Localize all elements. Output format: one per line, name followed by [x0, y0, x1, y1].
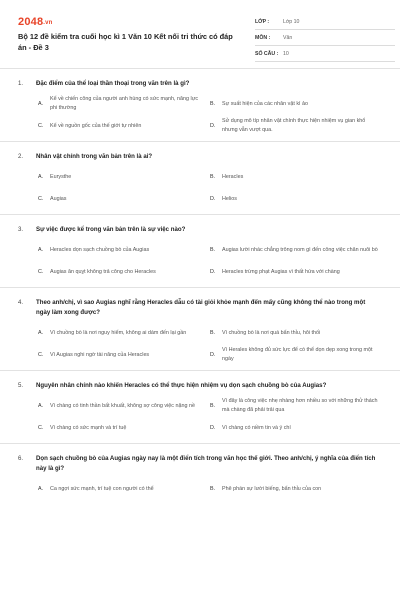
option-text: Vì chàng có niềm tin và ý chí [222, 424, 291, 431]
option-letter: B. [210, 329, 216, 336]
question-text [18, 69, 380, 89]
question-item [0, 370, 400, 443]
question-item [0, 287, 400, 370]
option-letter: D. [210, 122, 216, 129]
answer-options [18, 162, 380, 214]
question-item [0, 214, 400, 287]
question-body: Đặc điểm của thể loại thần thoại trong văn trên là gì? [36, 80, 190, 87]
option-text: Vì Augias nghi ngờ tài năng của Heracles [50, 351, 150, 358]
option-letter: B. [210, 173, 216, 180]
site-logo[interactable] [18, 16, 53, 28]
option-text: Augias lười nhác chẳng trông nom gì đến công việc chăn nuôi bò [222, 246, 378, 253]
answer-option[interactable] [210, 93, 388, 115]
question-list [0, 68, 400, 504]
answer-option[interactable] [38, 417, 206, 439]
option-text: Vì chàng có tinh thần bất khuất, không sợ công việc nặng nề [50, 402, 195, 409]
question-body: Sự việc được kể trong văn bản trên là sự việc nào? [36, 226, 186, 233]
question-body: Nguyên nhân chính nào khiến Heracles có thể thực hiện nhiệm vụ dọn sạch chuồng bò của Augias? [36, 382, 327, 389]
answer-option[interactable] [210, 188, 388, 210]
option-letter: C. [38, 195, 44, 202]
answer-option[interactable] [210, 261, 388, 283]
question-number: 3. [18, 226, 24, 233]
question-text [18, 215, 380, 235]
answer-option[interactable] [38, 261, 206, 283]
option-text: Heracles trừng phạt Augias vì thất hứa với chàng [222, 268, 340, 275]
answer-options [18, 391, 380, 443]
exam-meta [255, 14, 395, 62]
option-letter: C. [38, 351, 44, 358]
answer-options [18, 235, 380, 287]
meta-value: Lớp 10 [283, 18, 300, 25]
answer-option[interactable] [210, 166, 388, 188]
question-text [18, 444, 380, 474]
option-text: Sử dụng mô típ nhân vật chính thực hiện nhiệm vụ gian khổ nhưng vẫn vượt qua. [222, 118, 366, 133]
logo-suffix: .vn [43, 20, 53, 26]
option-text: Sự xuất hiện của các nhân vật kì ảo [222, 100, 309, 107]
meta-key: LỚP : [255, 18, 270, 25]
option-text: Vì chuồng bò là nơi quá bẩn thỉu, hôi thối [222, 329, 321, 336]
option-letter: C. [38, 424, 44, 431]
meta-value: Văn [283, 34, 293, 41]
meta-key: SỐ CÂU : [255, 50, 279, 57]
option-letter: D. [210, 424, 216, 431]
answer-option[interactable] [38, 115, 206, 137]
answer-option[interactable] [210, 344, 388, 366]
answer-options [18, 318, 380, 370]
page-header [18, 14, 382, 62]
meta-key: MÔN : [255, 34, 271, 41]
option-text: Augias [50, 195, 67, 202]
option-letter: A. [38, 246, 44, 253]
question-number: 6. [18, 455, 24, 462]
option-letter: B. [210, 100, 216, 107]
answer-options [18, 89, 380, 141]
question-number: 2. [18, 153, 24, 160]
option-text: Phê phán sự lười biếng, bẩn thỉu của con [222, 485, 322, 492]
answer-option[interactable] [38, 395, 206, 417]
option-text: Vì đây là công việc nhẹ nhàng hơn nhiều so với những thử thách mà chàng đã phải trải qua [222, 398, 378, 413]
answer-option[interactable] [210, 239, 388, 261]
question-body: Theo anh/chị, vì sao Augias nghĩ rằng Heracles dẫu có tài giỏi khỏe mạnh đến mấy cũng không thể nào trong một ngày làm xong được? [36, 299, 366, 316]
question-item [0, 68, 400, 141]
meta-row [255, 14, 395, 30]
logo-text: 2048 [18, 16, 44, 28]
option-text: Eurysthe [50, 173, 72, 180]
question-number: 1. [18, 80, 24, 87]
answer-options [18, 474, 380, 504]
option-letter: A. [38, 173, 44, 180]
option-text: Helios [222, 195, 237, 202]
answer-option[interactable] [38, 166, 206, 188]
option-text: Kể về chiến công của người anh hùng có sức mạnh, năng lực phi thường [50, 96, 199, 111]
answer-option[interactable] [210, 395, 388, 417]
option-letter: B. [210, 485, 216, 492]
page-title: Bộ 12 đề kiểm tra cuối học kì 1 Văn 10 Kết nối tri thức có đáp án - Đề 3 [18, 32, 233, 52]
question-body: Nhân vật chính trong văn bản trên là ai? [36, 153, 153, 160]
option-text: Ca ngợi sức mạnh, trí tuệ con người có thể [50, 485, 154, 492]
option-letter: D. [210, 195, 216, 202]
answer-option[interactable] [38, 322, 206, 344]
question-number: 5. [18, 382, 24, 389]
option-letter: A. [38, 402, 44, 409]
question-text [18, 142, 380, 162]
question-text [18, 371, 380, 391]
option-letter: A. [38, 329, 44, 336]
answer-option[interactable] [210, 115, 388, 137]
meta-row [255, 30, 395, 46]
answer-option[interactable] [210, 417, 388, 439]
option-text: Augias ăn quỵt không trả công cho Heracles [50, 268, 156, 275]
answer-option[interactable] [210, 478, 388, 500]
option-text: Vì Herales không đủ sức lực để có thể dọn dẹp xong trong một ngày [222, 347, 373, 362]
option-text: Kể về nguồn gốc của thế giới tự nhiên [50, 122, 142, 129]
option-letter: C. [38, 122, 44, 129]
option-text: Heracles [222, 173, 244, 180]
answer-option[interactable] [38, 93, 206, 115]
option-letter: B. [210, 246, 216, 253]
option-letter: A. [38, 485, 44, 492]
question-text [18, 288, 380, 318]
option-letter: B. [210, 402, 216, 409]
question-item [0, 443, 400, 504]
option-letter: D. [210, 351, 216, 358]
option-text: Vì chàng có sức mạnh và trí tuệ [50, 424, 127, 431]
option-text: Vì chuồng bò là nơi nguy hiểm, không ai dám đến lại gần [50, 329, 187, 336]
answer-option[interactable] [38, 344, 206, 366]
question-number: 4. [18, 299, 24, 306]
question-body: Dọn sạch chuồng bò của Augias ngày nay là một điển tích trong văn học thế giới. Theo anh/chị, ý nghĩa của điển tích này là gì? [36, 455, 376, 472]
option-letter: C. [38, 268, 44, 275]
answer-option[interactable] [210, 322, 388, 344]
meta-row [255, 46, 395, 62]
meta-value: 10 [283, 50, 289, 57]
answer-option[interactable] [38, 478, 206, 500]
answer-option[interactable] [38, 188, 206, 210]
option-letter: D. [210, 268, 216, 275]
option-letter: A. [38, 100, 44, 107]
question-item [0, 141, 400, 214]
option-text: Heracles dọn sạch chuồng bò của Augias [50, 246, 150, 253]
answer-option[interactable] [38, 239, 206, 261]
